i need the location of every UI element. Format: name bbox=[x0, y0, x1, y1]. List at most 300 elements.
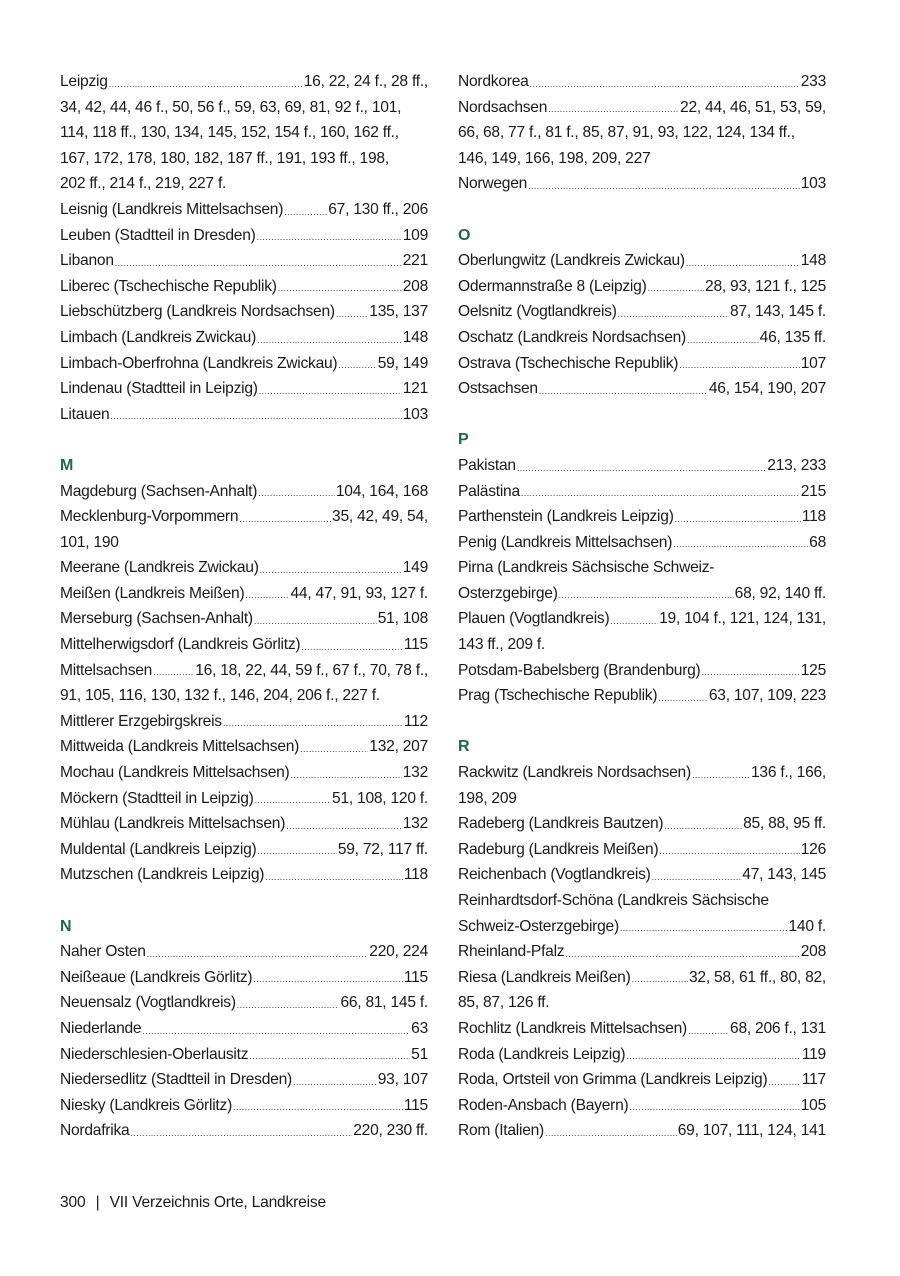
dot-leader bbox=[565, 939, 799, 965]
dot-leader bbox=[223, 709, 403, 735]
entry-pages: 28, 93, 121 f., 125 bbox=[705, 277, 826, 295]
dot-leader bbox=[559, 581, 734, 607]
entry-name: Naher Osten bbox=[60, 943, 146, 961]
entry-pages: 68 bbox=[809, 533, 826, 551]
dot-leader bbox=[290, 760, 401, 786]
index-entry bbox=[458, 1093, 826, 1119]
dot-leader bbox=[679, 351, 800, 377]
entry-name: Mühlau (Landkreis Mittelsachsen) bbox=[60, 815, 286, 833]
entry-main-line bbox=[458, 1093, 826, 1119]
entry-main-line bbox=[458, 1042, 826, 1068]
entry-pages: 16, 18, 22, 44, 59 f., 67 f., 70, 78 f., bbox=[195, 661, 428, 679]
entry-main-line bbox=[458, 1067, 826, 1093]
entry-name: Muldental (Landkreis Leipzig) bbox=[60, 840, 257, 858]
index-entry bbox=[458, 1118, 826, 1144]
dot-leader bbox=[686, 248, 800, 274]
index-entry bbox=[60, 1067, 428, 1093]
index-entry bbox=[60, 709, 428, 735]
entry-name: Radeberg (Landkreis Bautzen) bbox=[458, 815, 664, 833]
entry-pages: 119 bbox=[801, 1045, 826, 1063]
entry-main-line bbox=[458, 376, 826, 402]
index-entry bbox=[60, 504, 428, 555]
entry-main-line bbox=[60, 479, 428, 505]
dot-leader bbox=[336, 299, 368, 325]
entry-main-line bbox=[458, 95, 826, 121]
dot-leader bbox=[648, 274, 705, 300]
dot-leader bbox=[548, 95, 679, 121]
entry-name: Osterzgebirge) bbox=[458, 584, 558, 602]
dot-leader bbox=[258, 479, 335, 505]
dot-leader bbox=[237, 990, 340, 1016]
dot-leader bbox=[768, 1067, 800, 1093]
index-entry bbox=[458, 1067, 826, 1093]
index-entry bbox=[60, 274, 428, 300]
entry-pages: 115 bbox=[403, 968, 428, 986]
entry-main-line bbox=[60, 1093, 428, 1119]
entry-name: Liberec (Tschechische Republik) bbox=[60, 277, 277, 295]
entry-name: Rom (Italien) bbox=[458, 1122, 545, 1140]
entry-name: Neuensalz (Vogtlandkreis) bbox=[60, 994, 236, 1012]
dot-leader bbox=[153, 658, 194, 684]
entry-pages: 132 bbox=[402, 764, 428, 782]
dot-leader bbox=[652, 862, 742, 888]
entry-name: Mittelsachsen bbox=[60, 661, 153, 679]
entry-pages: 22, 44, 46, 51, 53, 59, bbox=[680, 98, 826, 116]
index-entry bbox=[60, 1093, 428, 1119]
entry-name: Lindenau (Stadtteil in Leipzig) bbox=[60, 380, 258, 398]
entry-pages: 46, 135 ff. bbox=[759, 328, 826, 346]
page-footer bbox=[60, 1194, 326, 1212]
entry-pages: 63 bbox=[411, 1019, 428, 1037]
index-entry bbox=[458, 95, 826, 172]
entry-name-line: Pirna (Landkreis Sächsische Schweiz- bbox=[458, 559, 715, 577]
index-entry bbox=[60, 69, 428, 197]
section-letter: R bbox=[458, 738, 470, 756]
entry-name: Mecklenburg-Vorpommern bbox=[60, 508, 239, 526]
entry-pages: 19, 104 f., 121, 124, 131, bbox=[659, 610, 826, 628]
entry-name: Limbach (Landkreis Zwickau) bbox=[60, 328, 257, 346]
entry-pages: 103 bbox=[800, 175, 826, 193]
index-entry bbox=[458, 683, 826, 709]
entry-main-line bbox=[458, 530, 826, 556]
entry-name: Meißen (Landkreis Meißen) bbox=[60, 584, 245, 602]
entry-name: Merseburg (Sachsen-Anhalt) bbox=[60, 610, 253, 628]
entry-main-line bbox=[60, 1042, 428, 1068]
entry-pages: 67, 130 ff., 206 bbox=[328, 200, 428, 218]
entry-pages: 115 bbox=[403, 1096, 428, 1114]
entry-name: Ostsachsen bbox=[458, 380, 538, 398]
index-entry bbox=[60, 555, 428, 581]
entry-pages: 215 bbox=[800, 482, 826, 500]
index-entry bbox=[60, 299, 428, 325]
dot-leader bbox=[110, 402, 401, 428]
entry-main-line bbox=[60, 581, 428, 607]
entry-pages: 103 bbox=[402, 405, 428, 423]
entry-name: Mittweida (Landkreis Mittelsachsen) bbox=[60, 738, 300, 756]
entry-name: Leisnig (Landkreis Mittelsachsen) bbox=[60, 200, 284, 218]
entry-name: Mutzschen (Landkreis Leipzig) bbox=[60, 866, 265, 884]
entry-pages: 208 bbox=[800, 943, 826, 961]
entry-pages: 132 bbox=[402, 815, 428, 833]
entry-main-line bbox=[458, 299, 826, 325]
entry-pages: 149 bbox=[402, 559, 428, 577]
dot-leader bbox=[284, 197, 327, 223]
entry-name: Roda, Ortsteil von Grimma (Landkreis Leipzig) bbox=[458, 1071, 768, 1089]
entry-name: Riesa (Landkreis Meißen) bbox=[458, 968, 631, 986]
dot-leader bbox=[109, 69, 303, 95]
entry-name: Niederschlesien-Oberlausitz bbox=[60, 1045, 249, 1063]
entry-pages: 59, 149 bbox=[377, 354, 428, 372]
dot-leader bbox=[659, 837, 799, 863]
index-entry bbox=[458, 1042, 826, 1068]
entry-pages: 121 bbox=[402, 380, 428, 398]
entry-name: Roda (Landkreis Leipzig) bbox=[458, 1045, 626, 1063]
entry-main-line bbox=[458, 837, 826, 863]
entry-pages: 68, 92, 140 ff. bbox=[734, 584, 826, 602]
entry-main-line bbox=[458, 1118, 826, 1144]
entry-pages: 221 bbox=[402, 252, 428, 270]
index-entry bbox=[458, 299, 826, 325]
entry-main-line bbox=[458, 939, 826, 965]
entry-name: Rochlitz (Landkreis Mittelsachsen) bbox=[458, 1019, 687, 1037]
entry-name-line: Reinhardtsdorf-Schöna (Landkreis Sächsische bbox=[458, 892, 769, 909]
entry-pages: 220, 230 ff. bbox=[353, 1122, 428, 1140]
dot-leader bbox=[265, 862, 403, 888]
index-entry bbox=[60, 1042, 428, 1068]
chapter-title: VII Verzeichnis Orte, Landkreise bbox=[109, 1194, 326, 1211]
index-entry bbox=[60, 376, 428, 402]
entry-name: Roden-Ansbach (Bayern) bbox=[458, 1096, 629, 1114]
entry-pages: 109 bbox=[402, 226, 428, 244]
entry-main-line bbox=[60, 632, 428, 658]
section-spacer bbox=[60, 427, 428, 453]
entry-main-line bbox=[60, 402, 428, 428]
section-letter: M bbox=[60, 456, 74, 474]
dot-leader bbox=[632, 965, 688, 991]
entry-name: Penig (Landkreis Mittelsachsen) bbox=[458, 533, 673, 551]
entry-main-line bbox=[458, 1016, 826, 1042]
entry-name: Mochau (Landkreis Mittelsachsen) bbox=[60, 764, 290, 782]
entry-main-line bbox=[60, 658, 428, 684]
section-letter: P bbox=[458, 431, 469, 449]
entry-name: Meerane (Landkreis Zwickau) bbox=[60, 559, 259, 577]
entry-main-line bbox=[60, 965, 428, 991]
entry-main-line bbox=[60, 555, 428, 581]
entry-main-line bbox=[60, 504, 428, 530]
entry-pages: 51 bbox=[411, 1045, 428, 1063]
entry-main-line bbox=[60, 837, 428, 863]
dot-leader bbox=[702, 658, 800, 684]
index-entry bbox=[458, 351, 826, 377]
index-entry bbox=[458, 965, 826, 1016]
index-entry bbox=[60, 248, 428, 274]
entry-pages: 63, 107, 109, 223 bbox=[708, 687, 826, 705]
index-entry bbox=[60, 632, 428, 658]
dot-leader bbox=[618, 299, 729, 325]
entry-main-line bbox=[60, 376, 428, 402]
index-entry bbox=[60, 402, 428, 428]
dot-leader bbox=[301, 632, 403, 658]
entry-pages-continued: 146, 149, 166, 198, 209, 227 bbox=[458, 149, 651, 167]
entry-name: Magdeburg (Sachsen-Anhalt) bbox=[60, 482, 258, 500]
index-entry bbox=[458, 760, 826, 811]
entry-main-line bbox=[458, 606, 826, 632]
entry-main-line bbox=[458, 760, 826, 786]
index-column-left bbox=[60, 69, 428, 1144]
index-entry bbox=[60, 479, 428, 505]
entry-pages: 126 bbox=[800, 840, 826, 858]
entry-pages: 46, 154, 190, 207 bbox=[708, 380, 826, 398]
index-entry bbox=[60, 1016, 428, 1042]
index-entry bbox=[60, 734, 428, 760]
section-spacer bbox=[458, 402, 826, 428]
entry-main-line bbox=[458, 862, 826, 888]
entry-pages: 51, 108 bbox=[377, 610, 428, 628]
entry-pages: 117 bbox=[801, 1071, 826, 1089]
entry-name: Prag (Tschechische Republik) bbox=[458, 687, 658, 705]
entry-main-line bbox=[60, 299, 428, 325]
entry-main-line bbox=[60, 1067, 428, 1093]
dot-leader bbox=[239, 504, 331, 530]
entry-pages: 136 f., 166, bbox=[750, 764, 826, 782]
entry-pages: 105 bbox=[800, 1096, 826, 1114]
entry-name: Nordkorea bbox=[458, 73, 529, 90]
entry-pages: 220, 224 bbox=[369, 943, 428, 961]
entry-pages: 68, 206 f., 131 bbox=[730, 1019, 826, 1037]
dot-leader bbox=[249, 1042, 410, 1068]
index-entry bbox=[458, 248, 826, 274]
entry-pages: 148 bbox=[402, 328, 428, 346]
entry-main-line bbox=[458, 965, 826, 991]
dot-leader bbox=[142, 1016, 410, 1042]
index-entry bbox=[458, 325, 826, 351]
entry-name: Oschatz (Landkreis Nordsachsen) bbox=[458, 328, 686, 346]
entry-pages: 44, 47, 91, 93, 127 f. bbox=[290, 584, 428, 602]
entry-name: Schweiz-Osterzgebirge) bbox=[458, 917, 619, 935]
entry-pages: 118 bbox=[403, 866, 428, 884]
dot-leader bbox=[521, 479, 800, 505]
index-entry bbox=[60, 197, 428, 223]
index-entry bbox=[60, 351, 428, 377]
entry-name: Odermannstraße 8 (Leipzig) bbox=[458, 277, 647, 295]
index-entry bbox=[60, 965, 428, 991]
entry-main-line bbox=[458, 581, 826, 607]
entry-name: Plauen (Vogtlandkreis) bbox=[458, 610, 610, 628]
index-entry bbox=[458, 658, 826, 684]
dot-leader bbox=[278, 274, 402, 300]
index-entry bbox=[60, 223, 428, 249]
entry-main-line bbox=[60, 248, 428, 274]
entry-pages: 51, 108, 120 f. bbox=[332, 789, 428, 807]
index-entry bbox=[60, 325, 428, 351]
entry-pages: 32, 58, 61 ff., 80, 82, bbox=[688, 968, 826, 986]
entry-pages-continued: 167, 172, 178, 180, 182, 187 ff., 191, 193 ff., 198, bbox=[60, 149, 389, 167]
dot-leader bbox=[293, 1067, 377, 1093]
section-letter: N bbox=[60, 917, 72, 935]
entry-main-line bbox=[60, 709, 428, 735]
entry-name: Rackwitz (Landkreis Nordsachsen) bbox=[458, 764, 691, 782]
index-entry bbox=[458, 939, 826, 965]
entry-pages: 59, 72, 117 ff. bbox=[337, 840, 428, 858]
entry-main-line bbox=[60, 351, 428, 377]
entry-pages-continued: 91, 105, 116, 130, 132 f., 146, 204, 206 f., 227 f. bbox=[60, 687, 380, 705]
dot-leader bbox=[255, 786, 331, 812]
entry-name: Niederlande bbox=[60, 1019, 142, 1037]
dot-leader bbox=[692, 760, 750, 786]
entry-main-line bbox=[458, 453, 826, 479]
dot-leader bbox=[147, 939, 369, 965]
index-entry bbox=[458, 274, 826, 300]
entry-pages-continued: 85, 87, 126 ff. bbox=[458, 994, 550, 1012]
dot-leader bbox=[530, 69, 800, 95]
entry-pages: 47, 143, 145 bbox=[742, 866, 826, 884]
index-entry bbox=[458, 1016, 826, 1042]
index-entry bbox=[458, 530, 826, 556]
entry-pages: 104, 164, 168 bbox=[335, 482, 428, 500]
dot-leader bbox=[528, 171, 800, 197]
entry-pages: 107 bbox=[800, 354, 826, 372]
entry-name: Palästina bbox=[458, 482, 520, 500]
index-entry bbox=[458, 453, 826, 479]
index-entry bbox=[458, 606, 826, 657]
footer-separator: | bbox=[95, 1194, 100, 1211]
index-entry bbox=[60, 990, 428, 1016]
dot-leader bbox=[233, 1093, 403, 1119]
index-entry bbox=[458, 837, 826, 863]
entry-main-line bbox=[60, 811, 428, 837]
entry-name: Potsdam-Babelsberg (Brandenburg) bbox=[458, 661, 701, 679]
index-entry bbox=[60, 606, 428, 632]
entry-pages: 66, 81, 145 f. bbox=[340, 994, 428, 1012]
entry-pages: 118 bbox=[801, 508, 826, 526]
entry-pages-continued: 114, 118 ff., 130, 134, 145, 152, 154 f., 160, 162 ff., bbox=[60, 124, 399, 142]
entry-main-line bbox=[458, 325, 826, 351]
entry-main-line bbox=[458, 274, 826, 300]
index-entry bbox=[60, 939, 428, 965]
entry-pages-continued: 101, 190 bbox=[60, 533, 119, 551]
entry-pages: 85, 88, 95 ff. bbox=[743, 815, 826, 833]
dot-leader bbox=[687, 325, 759, 351]
entry-name: Niesky (Landkreis Görlitz) bbox=[60, 1096, 233, 1114]
entry-name: Leipzig bbox=[60, 73, 108, 90]
entry-name: Libanon bbox=[60, 252, 114, 270]
entry-pages-continued: 198, 209 bbox=[458, 789, 517, 807]
index-entry bbox=[60, 811, 428, 837]
index-entry bbox=[458, 376, 826, 402]
entry-main-line bbox=[60, 734, 428, 760]
entry-name: Ostrava (Tschechische Republik) bbox=[458, 354, 679, 372]
section-spacer bbox=[458, 197, 826, 223]
dot-leader bbox=[539, 376, 708, 402]
dot-leader bbox=[257, 223, 402, 249]
index-entry bbox=[60, 786, 428, 812]
entry-name: Rheinland-Pfalz bbox=[458, 943, 565, 961]
entry-name: Nordsachsen bbox=[458, 98, 548, 116]
entry-main-line bbox=[60, 939, 428, 965]
entry-main-line bbox=[458, 683, 826, 709]
entry-pages: 115 bbox=[403, 636, 428, 654]
entry-main-line bbox=[60, 760, 428, 786]
dot-leader bbox=[253, 965, 403, 991]
entry-main-line bbox=[458, 479, 826, 505]
dot-leader bbox=[245, 581, 289, 607]
index-entry bbox=[458, 171, 826, 197]
entry-main-line bbox=[458, 171, 826, 197]
index-entry bbox=[60, 760, 428, 786]
entry-pages: 93, 107 bbox=[377, 1071, 428, 1089]
dot-leader bbox=[517, 453, 766, 479]
index-entry bbox=[60, 837, 428, 863]
entry-main-line bbox=[458, 811, 826, 837]
dot-leader bbox=[257, 837, 336, 863]
dot-leader bbox=[620, 914, 788, 940]
index-entry bbox=[458, 811, 826, 837]
entry-name: Mittelherwigsdorf (Landkreis Görlitz) bbox=[60, 636, 301, 654]
dot-leader bbox=[338, 351, 376, 377]
dot-leader bbox=[626, 1042, 801, 1068]
entry-pages-continued: 66, 68, 77 f., 81 f., 85, 87, 91, 93, 122, 124, 134 ff., bbox=[458, 124, 795, 142]
index-entry bbox=[458, 555, 826, 606]
entry-main-line bbox=[60, 606, 428, 632]
page-number: 300 bbox=[60, 1194, 86, 1211]
dot-leader bbox=[610, 606, 658, 632]
entry-name: Limbach-Oberfrohna (Landkreis Zwickau) bbox=[60, 354, 338, 372]
dot-leader bbox=[286, 811, 402, 837]
index-entry bbox=[458, 69, 826, 95]
entry-main-line bbox=[60, 990, 428, 1016]
dot-leader bbox=[658, 683, 708, 709]
index-entry bbox=[60, 658, 428, 709]
entry-pages: 16, 22, 24 f., 28 ff., bbox=[303, 73, 428, 90]
dot-leader bbox=[115, 248, 402, 274]
entry-main-line bbox=[458, 351, 826, 377]
index-entry bbox=[60, 1118, 428, 1144]
entry-main-line bbox=[60, 862, 428, 888]
entry-main-line bbox=[60, 1118, 428, 1144]
dot-leader bbox=[257, 325, 402, 351]
entry-name: Oberlungwitz (Landkreis Zwickau) bbox=[458, 252, 685, 270]
entry-main-line bbox=[60, 786, 428, 812]
index-entry bbox=[458, 888, 826, 939]
entry-name: Pakistan bbox=[458, 456, 516, 474]
entry-main-line bbox=[458, 69, 826, 95]
entry-main-line bbox=[458, 658, 826, 684]
entry-pages: 87, 143, 145 f. bbox=[730, 303, 826, 321]
entry-pages: 148 bbox=[800, 252, 826, 270]
entry-name: Neißeaue (Landkreis Görlitz) bbox=[60, 968, 253, 986]
entry-pages-continued: 34, 42, 44, 46 f., 50, 56 f., 59, 63, 69, 81, 92 f., 101, bbox=[60, 98, 402, 116]
entry-name: Möckern (Stadtteil in Leipzig) bbox=[60, 789, 254, 807]
entry-pages-continued: 143 ff., 209 f. bbox=[458, 636, 545, 654]
entry-name: Mittlerer Erzgebirgskreis bbox=[60, 712, 222, 730]
index-entry bbox=[458, 479, 826, 505]
dot-leader bbox=[545, 1118, 677, 1144]
entry-pages: 69, 107, 111, 124, 141 bbox=[677, 1122, 826, 1140]
entry-pages: 125 bbox=[800, 661, 826, 679]
entry-name: Nordafrika bbox=[60, 1122, 130, 1140]
entry-main-line bbox=[60, 69, 428, 95]
entry-main-line bbox=[60, 325, 428, 351]
entry-main-line bbox=[458, 504, 826, 530]
dot-leader bbox=[300, 734, 368, 760]
entry-pages: 208 bbox=[402, 277, 428, 295]
dot-leader bbox=[260, 555, 402, 581]
entry-pages: 132, 207 bbox=[369, 738, 428, 756]
index-column-right bbox=[458, 69, 826, 1144]
entry-name: Oelsnitz (Vogtlandkreis) bbox=[458, 303, 617, 321]
entry-name: Parthenstein (Landkreis Leipzig) bbox=[458, 508, 674, 526]
entry-name: Radeburg (Landkreis Meißen) bbox=[458, 840, 659, 858]
